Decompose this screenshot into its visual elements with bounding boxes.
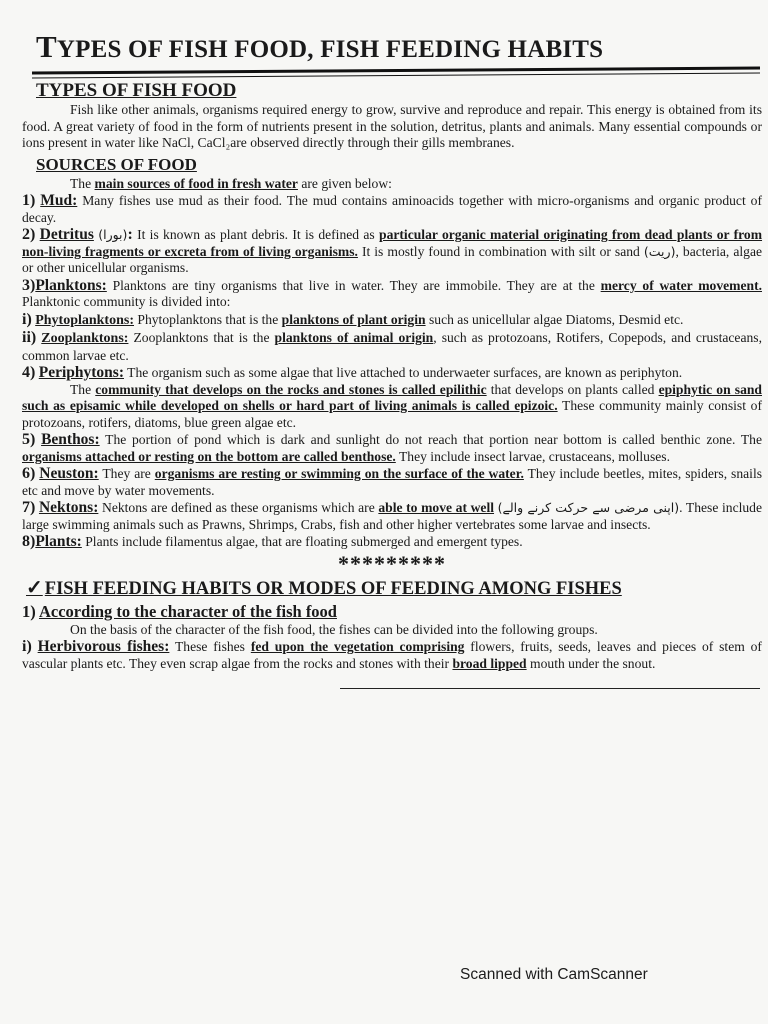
- item-detritus: 2) Detritus (بورا): It is known as plant debris. It is defined as particular organic material originating from dead plants or from non-living fragments or excreta from of living organisms. It is mostly found in combination with silt or sand (ریت), bacteria, algae or other unicellular organisms.: [22, 226, 763, 275]
- underlined-phrase: able to move at well: [378, 500, 495, 515]
- feeding-intro: On the basis of the character of the fish food, the fishes can be divided into the following groups.: [70, 621, 598, 637]
- item-label: Benthos:: [41, 431, 100, 448]
- subheading-character: 1) According to the character of the fish food: [22, 601, 337, 621]
- item-label: Planktons:: [35, 276, 107, 294]
- star-separator: *********: [338, 550, 446, 576]
- underlined-phrase: broad lipped: [452, 655, 527, 671]
- urdu-gloss: (بورا): [98, 227, 128, 242]
- item-zooplanktons: ii) Zooplanktons: Zooplanktons that is the planktons of animal origin, such as protozoans, Rotifers, Copepods, and crustaceans, common larvae etc.: [22, 329, 762, 363]
- item-label: Neuston:: [39, 465, 99, 482]
- community-paragraph: The community that develops on the rocks and stones is called epilithic that develops on plants called epiphytic on sand such as episamic while developed on shells or hard part of living animals is called epizoic. These community mainly consist of protozoans, rotifers, diatoms, blue green algae etc.: [22, 381, 762, 430]
- item-label: Detritus: [39, 226, 94, 243]
- underlined-phrase: mercy of water movement.: [600, 277, 762, 293]
- item-label: Plants:: [35, 533, 82, 550]
- section-heading-sources: SOURCES OF FOOD: [36, 154, 197, 174]
- urdu-gloss: (ریت): [643, 243, 676, 259]
- item-benthos: 5) Benthos: The portion of pond which is dark and sunlight do not reach that portion near bottom is called benthic zone. The organisms attached or resting on the bottom are called benthose. They include insect larvae, crustaceans, molluses.: [22, 431, 763, 464]
- underlined-phrase: community that develops on the rocks and stones is called epilithic: [95, 381, 487, 397]
- item-herbivorous: i) Herbivorous fishes: These fishes fed upon the vegetation comprising flowers, fruits, seeds, leaves and pieces of stem of vascular plants etc. They even scrap algae from the rocks and stones with their broad lipped mouth under the snout.: [22, 638, 762, 671]
- section-heading-types: TYPES OF FISH FOOD: [36, 80, 237, 101]
- section-heading-feeding: ✓ FISH FEEDING HABITS OR MODES OF FEEDING AMONG FISHES: [26, 576, 622, 599]
- underlined-phrase: planktons of animal origin: [274, 330, 434, 345]
- sources-lead: The main sources of food in fresh water are given below:: [70, 175, 392, 191]
- item-plants: 8)Plants: Plants include filamentus algae, that are floating submerged and emergent types.: [22, 533, 523, 550]
- item-label: Nektons:: [38, 499, 99, 516]
- intro-paragraph: Fish like other animals, organisms required energy to grow, survive and reproduce and repair. This energy is obtained from its food. A great variety of food in the form of nutrients present in the solution, detritus, plants and animals. Many essential compounds or ions present in water like NaCl, CaCl₂are observed directly through their gills membranes.: [22, 102, 762, 150]
- item-label: Periphytons:: [38, 364, 124, 381]
- underlined-phrase: main sources of food in fresh water: [94, 175, 298, 191]
- document-page: [22, 30, 762, 689]
- item-neuston: 6) Neuston: They are organisms are resting or swimming on the surface of the water. They include beetles, mites, spiders, snails etc and move by water movements.: [22, 465, 763, 498]
- end-rule: [340, 688, 760, 689]
- item-phytoplanktons: i) Phytoplanktons: Phytoplanktons that is the planktons of plant origin such as unicellular algae Diatoms, Desmid etc.: [22, 310, 684, 328]
- item-nektons: 7) Nektons: Nektons are defined as these organisms which are able to move at well (اپنی مرضی سے حرکت کرنے والے). These include large swimming animals such as Prawns, Shrimps, Crabs, fish and other higher vertebrates some larvae and insects.: [22, 499, 763, 532]
- item-label: Zooplanktons:: [41, 331, 129, 346]
- item-label: Mud:: [40, 192, 78, 209]
- title-initial: T: [36, 29, 57, 64]
- item-planktons: 3)Planktons: Planktons are tiny organisms that live in water. They are immobile. They are at the mercy of water movement. Planktonic community is divided into:: [22, 276, 762, 309]
- underlined-phrase: particular organic material originating from dead plants or from non-living fragments or excreta from of living organisms.: [22, 227, 763, 259]
- item-label: Herbivorous fishes:: [37, 638, 170, 655]
- scanner-watermark: Scanned with CamScanner: [460, 966, 648, 983]
- item-label: Phytoplanktons:: [35, 312, 134, 328]
- underlined-phrase: organisms attached or resting on the bottom are called benthose.: [22, 448, 396, 464]
- page-title: [36, 30, 762, 67]
- underlined-phrase: organisms are resting or swimming on the surface of the water.: [154, 466, 524, 481]
- underlined-phrase: fed upon the vegetation comprising: [250, 639, 465, 654]
- urdu-gloss: (اپنی مرضی سے حرکت کرنے والے): [497, 500, 680, 515]
- item-mud: 1) Mud: Many fishes use mud as their food. The mud contains aminoacids together with micro-organisms and organic product of decay.: [22, 192, 762, 225]
- check-mark-icon: ✓: [26, 576, 43, 599]
- item-periphytons: 4) Periphytons: The organism such as some algae that live attached to underwaeter surfaces, are known as periphyton.: [22, 364, 683, 381]
- underlined-phrase: epiphytic on sand such as episamic while developed on shells or hard part of living animals is called epizoic.: [22, 381, 762, 413]
- title-text: YPES OF FISH FOOD, FISH FEEDING HABITS: [56, 36, 604, 63]
- underlined-phrase: planktons of plant origin: [281, 311, 426, 327]
